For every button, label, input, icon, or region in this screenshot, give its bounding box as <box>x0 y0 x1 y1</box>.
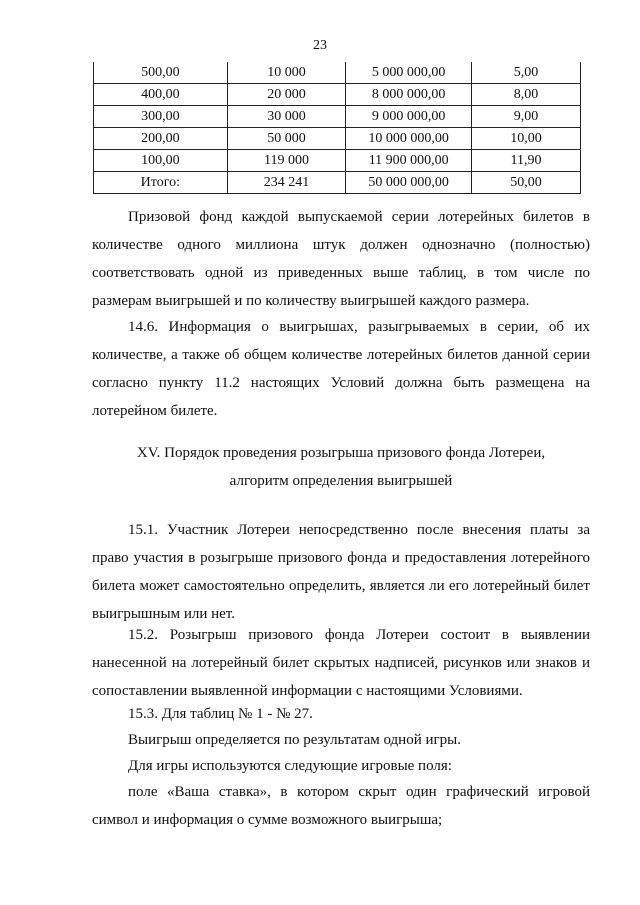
table-row <box>94 150 581 172</box>
page-number: 23 <box>313 38 327 53</box>
prize-total-cell: 10 000 000,00 <box>346 128 472 150</box>
prize-amount-cell: 300,00 <box>94 106 228 128</box>
winning-count-cell: 234 241 <box>227 172 346 194</box>
paragraph-15-1: 15.1. Участник Лотереи непосредственно после внесения платы за право участия в розыгрыше призового фонда и предоставления лотерейного билета может самостоятельно определить, является ли его лотерейный билет выигрышным или нет. <box>92 522 590 622</box>
table-row <box>94 128 581 150</box>
prize-amount-cell: Итого: <box>94 172 228 194</box>
prize-amount-cell: 100,00 <box>94 150 228 172</box>
prize-total-cell: 5 000 000,00 <box>346 62 472 84</box>
paragraph-win-determination: Выигрыш определяется по результатам одной игры. <box>128 732 461 748</box>
prize-total-cell: 8 000 000,00 <box>346 84 472 106</box>
paragraph-prize-fund: Призовой фонд каждой выпускаемой серии лотерейных билетов в количестве одного миллиона штук должен однозначно (полностью) соответствовать одной из приведенных выше таблиц, в том числе по размерам выигрышей и по количеству выигрышей каждого размера. <box>92 209 590 309</box>
percent-cell: 5,00 <box>472 62 581 84</box>
prize-amount-cell: 200,00 <box>94 128 228 150</box>
percent-cell: 8,00 <box>472 84 581 106</box>
prize-amount-cell: 400,00 <box>94 84 228 106</box>
prize-amount-cell: 500,00 <box>94 62 228 84</box>
percent-cell: 10,00 <box>472 128 581 150</box>
table-row <box>94 106 581 128</box>
winning-count-cell: 50 000 <box>227 128 346 150</box>
table-row <box>94 84 581 106</box>
prize-total-cell: 50 000 000,00 <box>346 172 472 194</box>
section-heading-line-2: алгоритм определения выигрышей <box>229 473 453 489</box>
paragraph-game-fields: Для игры используются следующие игровые поля: <box>128 758 452 774</box>
winning-count-cell: 10 000 <box>227 62 346 84</box>
table-row <box>94 172 581 194</box>
winning-count-cell: 30 000 <box>227 106 346 128</box>
paragraph-15-3: 15.3. Для таблиц № 1 - № 27. <box>128 706 313 722</box>
prize-total-cell: 11 900 000,00 <box>346 150 472 172</box>
percent-cell: 50,00 <box>472 172 581 194</box>
prize-table <box>93 62 581 194</box>
paragraph-your-bet-field: поле «Ваша ставка», в котором скрыт один графический игровой символ и информация о сумме возможного выигрыша; <box>92 784 590 828</box>
paragraph-14-6: 14.6. Информация о выигрышах, разыгрываемых в серии, об их количестве, а также об общем количестве лотерейных билетов данной серии согласно пункту 11.2 настоящих Условий должна быть размещена на лотерейном билете. <box>92 319 590 419</box>
winning-count-cell: 119 000 <box>227 150 346 172</box>
table-row <box>94 62 581 84</box>
percent-cell: 9,00 <box>472 106 581 128</box>
winning-count-cell: 20 000 <box>227 84 346 106</box>
section-heading-line-1: XV. Порядок проведения розыгрыша призового фонда Лотереи, <box>136 445 546 461</box>
percent-cell: 11,90 <box>472 150 581 172</box>
section-heading <box>92 439 590 495</box>
paragraph-15-2: 15.2. Розыгрыш призового фонда Лотереи состоит в выявлении нанесенной на лотерейный билет скрытых надписей, рисунков или знаков и сопоставлении выявленной информации с настоящими Условиями. <box>92 627 590 699</box>
prize-total-cell: 9 000 000,00 <box>346 106 472 128</box>
